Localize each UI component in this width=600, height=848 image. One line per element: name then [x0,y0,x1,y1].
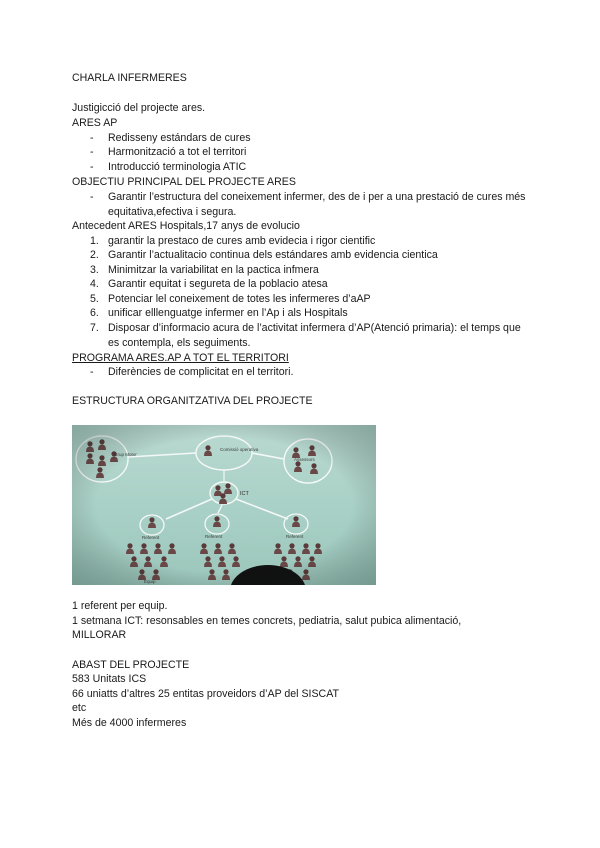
abast-heading: ABAST DEL PROJECTE [72,659,190,671]
programa-heading: PROGRAMA ARES.AP A TOT EL TERRITORI [72,352,289,364]
abast-line: Més de 4000 infermeres [72,717,187,729]
note-line: 1 setmana ICT: resonsables en temes concrets, pediatria, salut pubica alimentació, [72,615,462,627]
abast-line: etc [72,702,87,714]
estructura-heading: ESTRUCTURA ORGANITZATIVA DEL PROJECTE [72,395,313,407]
note-line: MILLORAR [72,629,127,641]
ares-ap-heading: ARES AP [72,117,118,129]
note-line: 1 referent per equip. [72,600,168,612]
abast-line: 66 uniatts d’altres 25 entitas proveidors d’AP del SISCAT [72,688,339,700]
document-title: CHARLA INFERMERES [72,72,187,84]
objectiu-heading: OBJECTIU PRINCIPAL DEL PROJECTE ARES [72,176,296,188]
antecedent-heading: Antecedent ARES Hospitals,17 anys de evolucio [72,220,300,232]
org-structure-photo [72,425,376,585]
justification-line: Justigicció del projecte ares. [72,102,206,114]
abast-line: 583 Unitats ICS [72,673,147,685]
